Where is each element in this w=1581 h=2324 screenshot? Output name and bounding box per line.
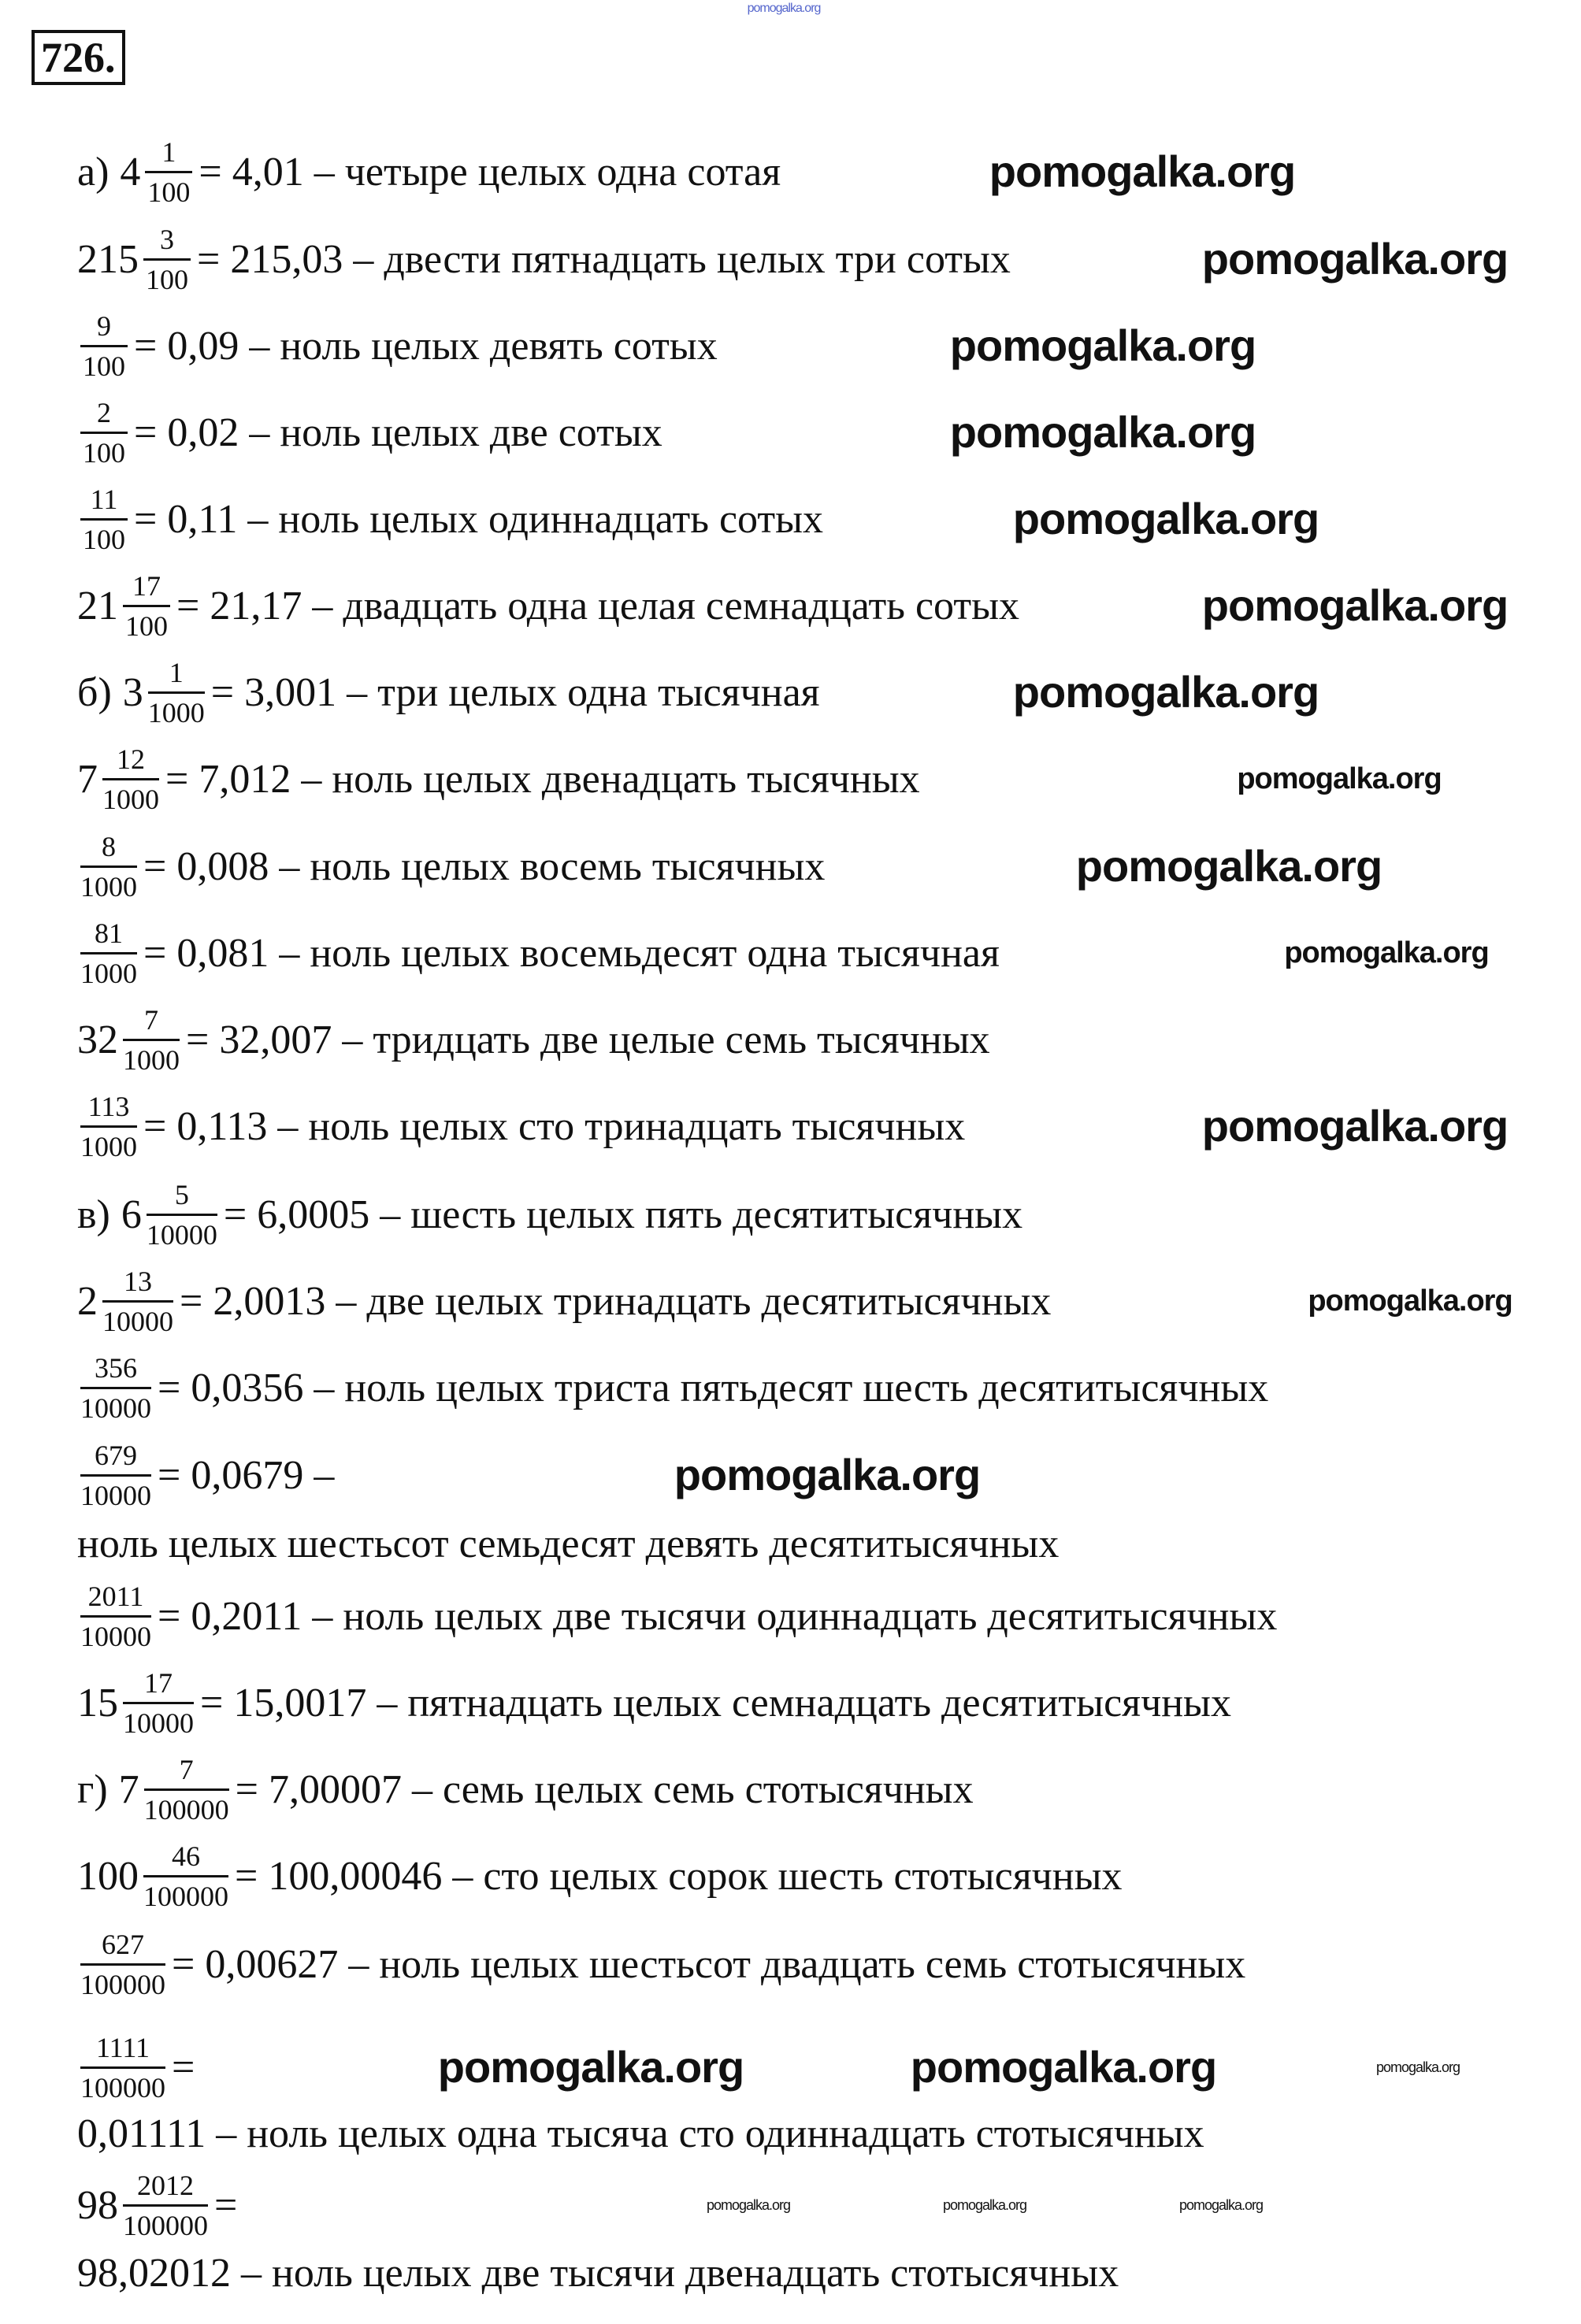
- fraction-bar: [80, 1963, 165, 1966]
- watermark: pomogalka.org: [1237, 762, 1442, 795]
- fraction: [123, 1667, 194, 1739]
- watermark: pomogalka.org: [989, 146, 1296, 196]
- fraction-bar: [80, 1474, 151, 1477]
- fraction-bar: [145, 171, 192, 173]
- line-text: = 0,0679 –: [158, 1452, 335, 1498]
- denominator: 100: [83, 523, 125, 555]
- denominator: 100: [146, 263, 188, 295]
- fraction-bar: [144, 1788, 229, 1791]
- fraction: [123, 1004, 180, 1076]
- solution-line: [77, 2226, 1119, 2320]
- solution-line: [77, 732, 920, 826]
- fraction: [102, 743, 159, 815]
- denominator: 100000: [143, 1880, 228, 1912]
- whole-part: 32: [77, 1017, 118, 1062]
- solution-line: [77, 212, 1011, 306]
- fraction: [143, 1840, 228, 1912]
- watermark: pomogalka.org: [942, 2197, 1027, 2213]
- line-text: = 15,0017 – пятнадцать целых семнадцать десятитысячных: [200, 1680, 1231, 1725]
- solution-line: [77, 1340, 1268, 1435]
- solution-line: [77, 1829, 1123, 1923]
- numerator: 3: [160, 223, 174, 255]
- solution-line: [77, 1917, 1245, 2011]
- line-text: = 32,007 – тридцать две целые семь тысячных: [186, 1017, 990, 1062]
- whole-part: 4: [120, 149, 141, 195]
- solution-line: [77, 558, 1019, 653]
- denominator: 1000: [147, 696, 205, 728]
- solution-line: [77, 1655, 1231, 1750]
- solution-line: [77, 472, 823, 566]
- line-text: = 0,2011 – ноль целых две тысячи одиннадцать десятитысячных: [158, 1593, 1278, 1639]
- whole-part: 100: [77, 1853, 139, 1899]
- part-label: в): [77, 1192, 110, 1237]
- line-text: =: [172, 2044, 195, 2090]
- watermark: pomogalka.org: [674, 1450, 981, 1499]
- numerator: 627: [102, 1928, 144, 1960]
- denominator: 100: [83, 436, 125, 469]
- whole-part: 215: [77, 236, 139, 282]
- whole-part: 7: [77, 756, 98, 802]
- part-label: а): [77, 149, 109, 195]
- numerator: 7: [144, 1003, 158, 1036]
- numerator: 12: [117, 743, 145, 775]
- denominator: 100: [125, 610, 168, 642]
- fraction-bar: [123, 605, 170, 607]
- line-text: = 0,0356 – ноль целых триста пятьдесят шесть десятитысячных: [158, 1365, 1269, 1410]
- watermark: pomogalka.org: [949, 321, 1256, 370]
- fraction-bar: [80, 952, 137, 954]
- watermark: pomogalka.org: [1284, 936, 1489, 969]
- denominator: 10000: [80, 1392, 151, 1424]
- line-text: 0,01111 – ноль целых одна тысяча сто одиннадцать стотысячных: [77, 2111, 1204, 2156]
- denominator: 100000: [143, 1793, 229, 1825]
- denominator: 1000: [102, 783, 159, 815]
- fraction: [80, 1581, 151, 1652]
- watermark: pomogalka.org: [1201, 580, 1509, 630]
- numerator: 1: [161, 135, 176, 168]
- line-text: = 6,0005 – шесть целых пять десятитысячных: [223, 1192, 1023, 1237]
- line-text: = 4,01 – четыре целых одна сотая: [199, 149, 781, 195]
- fraction: [148, 657, 205, 728]
- denominator: 10000: [80, 1620, 151, 1652]
- whole-part: 3: [122, 669, 143, 715]
- numerator: 113: [87, 1090, 130, 1122]
- denominator: 1000: [80, 1130, 137, 1162]
- fraction: [80, 1929, 165, 2000]
- line-text: = 7,00007 – семь целых семь стотысячных: [235, 1766, 974, 1812]
- fraction: [143, 224, 191, 295]
- denominator: 100: [83, 350, 125, 382]
- fraction-bar: [143, 258, 191, 261]
- fraction-bar: [147, 1214, 217, 1216]
- watermark: pomogalka.org: [1308, 1284, 1512, 1318]
- numerator: 2011: [87, 1580, 144, 1612]
- problem-number: 726.: [32, 30, 125, 85]
- fraction: [80, 917, 137, 989]
- fraction: [80, 484, 128, 555]
- numerator: 8: [102, 830, 116, 862]
- denominator: 1000: [123, 1043, 180, 1076]
- line-text: = 0,00627 – ноль целых шестьсот двадцать семь стотысячных: [172, 1941, 1246, 1987]
- solution-line: [77, 645, 820, 739]
- fraction-bar: [80, 1387, 151, 1389]
- watermark: pomogalka.org: [1201, 1101, 1509, 1151]
- fraction: [80, 397, 128, 469]
- whole-part: 21: [77, 583, 118, 628]
- denominator: 10000: [146, 1218, 217, 1251]
- numerator: 7: [179, 1753, 194, 1785]
- watermark: pomogalka.org: [1178, 2197, 1264, 2213]
- numerator: 5: [174, 1178, 189, 1210]
- solution-line: [77, 298, 718, 393]
- solution-line: [77, 906, 1000, 1000]
- line-text: = 21,17 – двадцать одна целая семнадцать сотых: [176, 583, 1020, 628]
- numerator: 679: [95, 1439, 137, 1471]
- denominator: 100000: [80, 2071, 165, 2103]
- numerator: 9: [97, 309, 111, 342]
- fraction-bar: [143, 1875, 228, 1877]
- line-text: = 2,0013 – две целых тринадцать десятитысячных: [180, 1278, 1052, 1324]
- denominator: 1000: [80, 957, 137, 989]
- fraction: [147, 1179, 217, 1251]
- watermark: pomogalka.org: [706, 2197, 791, 2213]
- fraction: [144, 1754, 229, 1825]
- line-text: =: [214, 2182, 238, 2228]
- part-label: б): [77, 669, 112, 715]
- denominator: 10000: [80, 1479, 151, 1511]
- denominator: 1000: [80, 870, 137, 903]
- line-text: = 0,081 – ноль целых восемьдесят одна тысячная: [143, 930, 1000, 976]
- line-text: = 100,00046 – сто целых сорок шесть стотысячных: [235, 1853, 1123, 1899]
- fraction-bar: [123, 1039, 180, 1041]
- fraction-bar: [80, 865, 137, 868]
- denominator: 100000: [80, 1968, 165, 2000]
- numerator: 17: [132, 569, 161, 602]
- solution-line: [77, 1254, 1051, 1348]
- fraction-bar: [123, 2204, 208, 2207]
- fraction-bar: [102, 778, 159, 780]
- numerator: 2012: [137, 2169, 194, 2201]
- line-text: = 0,11 – ноль целых одиннадцать сотых: [134, 496, 824, 542]
- line-text: = 0,008 – ноль целых восемь тысячных: [143, 843, 826, 889]
- line-text: = 0,09 – ноль целых девять сотых: [134, 323, 718, 369]
- part-label: г): [77, 1766, 108, 1812]
- numerator: 11: [90, 483, 118, 515]
- whole-part: 15: [77, 1680, 118, 1725]
- solution-line: [77, 124, 781, 219]
- watermark: pomogalka.org: [437, 2042, 744, 2092]
- numerator: 356: [95, 1351, 137, 1384]
- numerator: 17: [144, 1666, 173, 1699]
- fraction: [145, 136, 192, 208]
- solution-line: [77, 2086, 1204, 2181]
- fraction-bar: [80, 2066, 165, 2069]
- fraction: [102, 1266, 173, 1337]
- denominator: 100: [147, 176, 191, 208]
- whole-part: 6: [121, 1192, 142, 1237]
- watermark: pomogalka.org: [1375, 2059, 1460, 2075]
- watermark: pomogalka.org: [747, 2, 821, 15]
- solution-line: [77, 819, 825, 914]
- solution-line: [77, 1742, 974, 1837]
- denominator: 10000: [102, 1305, 173, 1337]
- fraction-bar: [80, 432, 128, 434]
- watermark: pomogalka.org: [949, 407, 1256, 457]
- denominator: 100000: [123, 2209, 208, 2241]
- watermark: pomogalka.org: [1075, 841, 1382, 891]
- line-text: = 0,02 – ноль целых две сотых: [134, 410, 662, 455]
- fraction: [80, 831, 137, 903]
- numerator: 13: [124, 1265, 152, 1297]
- numerator: 2: [97, 396, 111, 428]
- whole-part: 98: [77, 2182, 118, 2228]
- denominator: 10000: [123, 1707, 194, 1739]
- fraction: [80, 1352, 151, 1424]
- fraction-bar: [123, 1702, 194, 1704]
- watermark: pomogalka.org: [1012, 494, 1319, 543]
- watermark: pomogalka.org: [1201, 234, 1509, 284]
- line-text: ноль целых шестьсот семьдесят девять десятитысячных: [77, 1521, 1060, 1566]
- fraction-bar: [80, 1125, 137, 1128]
- solution-line: [77, 385, 662, 480]
- solution-line: [77, 1569, 1277, 1663]
- line-text: = 0,113 – ноль целых сто тринадцать тысячных: [143, 1103, 966, 1149]
- watermark: pomogalka.org: [1012, 667, 1319, 717]
- fraction-bar: [80, 518, 128, 521]
- numerator: 46: [172, 1840, 200, 1872]
- whole-part: 7: [118, 1766, 139, 1812]
- fraction-bar: [80, 345, 128, 347]
- numerator: 81: [95, 917, 123, 949]
- line-text: = 3,001 – три целых одна тысячная: [210, 669, 820, 715]
- numerator: 1111: [96, 2031, 150, 2063]
- solution-line: [77, 1167, 1022, 1262]
- line-text: = 7,012 – ноль целых двенадцать тысячных: [165, 756, 920, 802]
- line-text: = 215,03 – двести пятнадцать целых три сотых: [197, 236, 1011, 282]
- fraction-bar: [148, 691, 205, 694]
- numerator: 1: [169, 656, 184, 688]
- whole-part: 2: [77, 1278, 98, 1324]
- watermark: pomogalka.org: [910, 2042, 1217, 2092]
- fraction-bar: [102, 1300, 173, 1303]
- solution-line: [77, 1079, 965, 1173]
- fraction: [123, 570, 170, 642]
- solution-line: [77, 992, 990, 1087]
- fraction: [80, 1091, 137, 1162]
- fraction: [80, 310, 128, 382]
- line-text: 98,02012 – ноль целых две тысячи двенадцать стотысячных: [77, 2250, 1119, 2296]
- fraction-bar: [80, 1615, 151, 1618]
